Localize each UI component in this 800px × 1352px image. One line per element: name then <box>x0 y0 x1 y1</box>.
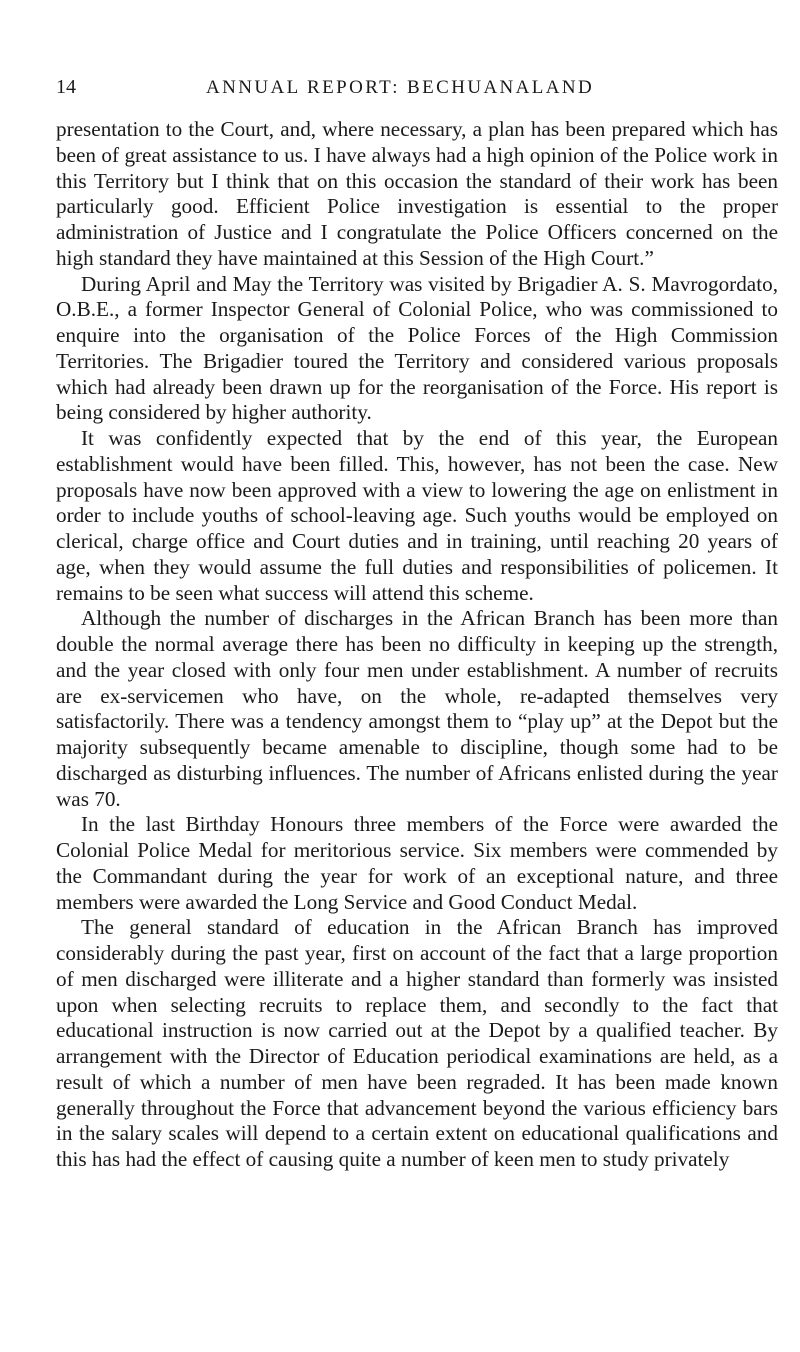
paragraph-birthday-honours: In the last Birthday Honours three members of the Force were awarded the Colonial Police Medal for meritorious service. Six members were commended by the Commandant during the year for work of an exceptional nature, and three members were awarded the Long Service and Good Conduct Medal. <box>56 812 778 914</box>
paragraph-education-standard: The general standard of education in the African Branch has improved considerably during the past year, first on account of the fact that a large proportion of men discharged were illiterate and a higher standard than formerly was insisted upon when selecting recruits to replace them, and secondly to the fact that educational instruction is now carried out at the Depot by a qualified teacher. By arrangement with the Director of Education periodical examinations are held, as a result of which a number of men have been regraded. It has been made known generally throughout the Force that advancement beyond the various efficiency bars in the salary scales will depend to a certain extent on educational qualifications and this has had the effect of causing quite a number of keen men to study privately <box>56 915 778 1171</box>
running-title: ANNUAL REPORT: BECHUANALAND <box>206 77 595 98</box>
paragraph-continuation: presentation to the Court, and, where necessary, a plan has been prepared which has been of great assistance to us. I have always had a high opinion of the Police work in this Territory but I think that on this occasion the standard of their work has been particularly good. Efficient Police investigation is essential to the proper administration of Justice and I congratulate the Police Officers concerned on the high standard they have maintained at this Session of the High Court.” <box>56 117 778 270</box>
paragraph-african-branch-discharges: Although the number of discharges in the African Branch has been more than double the normal average there has been no difficulty in keeping up the strength, and the year closed with only four men under establishment. A number of recruits are ex-servicemen who have, on the whole, re-adapted themselves very satisfactorily. There was a tendency amongst them to “play up” at the Depot but the majority subsequently became amenable to discipline, though some had to be discharged as disturbing influences. The number of Africans enlisted during the year was 70. <box>56 606 778 811</box>
paragraph-brigadier-visit: During April and May the Territory was visited by Brigadier A. S. Mavrogordato, O.B.E., a former Inspector General of Colonial Police, who was commissioned to enquire into the organisation of the Police Forces of the High Commission Territories. The Brigadier toured the Territory and considered various proposals which had already been drawn up for the reorganisation of the Force. His report is being considered by higher authority. <box>56 271 778 425</box>
running-head <box>56 76 776 106</box>
page-number: 14 <box>56 76 76 98</box>
body-text <box>56 117 778 1173</box>
paragraph-european-establishment: It was confidently expected that by the end of this year, the European establishment would have been filled. This, however, has not been the case. New proposals have now been approved with a view to lowering the age on enlistment in order to include youths of school-leaving age. Such youths would be employed on clerical, charge office and Court duties and in training, until reaching 20 years of age, when they would assume the full duties and responsibilities of policemen. It remains to be seen what success will attend this scheme. <box>56 426 778 605</box>
